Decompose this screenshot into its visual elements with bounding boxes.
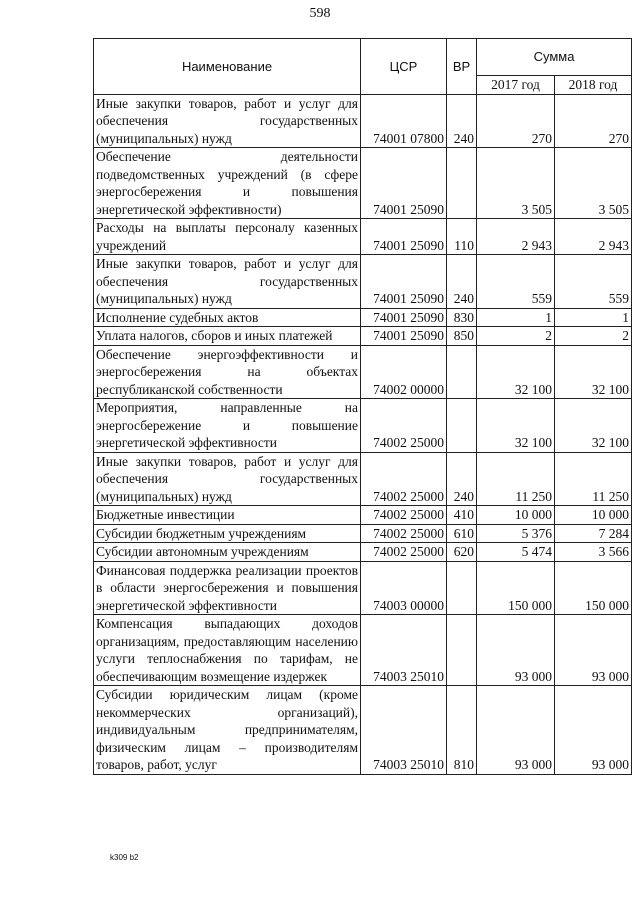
row-name: Субсидии бюджетным учреждениям xyxy=(94,524,361,543)
row-vr xyxy=(447,561,477,615)
header-name: Наименование xyxy=(94,39,361,95)
table-row xyxy=(94,219,632,255)
header-year-2017: 2017 год xyxy=(477,76,555,95)
row-sum-2017: 5 474 xyxy=(477,543,555,562)
row-vr xyxy=(447,148,477,219)
table-row xyxy=(94,94,632,148)
row-sum-2017: 11 250 xyxy=(477,452,555,506)
row-vr: 240 xyxy=(447,94,477,148)
row-vr: 850 xyxy=(447,327,477,346)
row-vr xyxy=(447,345,477,399)
row-name: Бюджетные инвестиции xyxy=(94,506,361,525)
row-vr: 240 xyxy=(447,452,477,506)
row-name: Субсидии автономным учреждениям xyxy=(94,543,361,562)
row-csr: 74003 25010 xyxy=(361,615,447,686)
row-sum-2018: 2 xyxy=(555,327,632,346)
row-name: Иные закупки товаров, работ и услуг для обеспечения государственных (муниципальных) нужд xyxy=(94,452,361,506)
table-row xyxy=(94,524,632,543)
row-sum-2017: 93 000 xyxy=(477,615,555,686)
row-csr: 74001 25090 xyxy=(361,327,447,346)
row-sum-2017: 150 000 xyxy=(477,561,555,615)
footer-code: k309 b2 xyxy=(110,853,139,862)
row-csr: 74001 25090 xyxy=(361,255,447,309)
table-row xyxy=(94,308,632,327)
row-name: Компенсация выпадающих доходов организациям, предоставляющим населению услуги теплоснабжения по тарифам, не обеспечивающим возмещение издержек xyxy=(94,615,361,686)
row-sum-2017: 93 000 xyxy=(477,686,555,775)
row-name: Расходы на выплаты персоналу казенных учреждений xyxy=(94,219,361,255)
row-sum-2018: 3 566 xyxy=(555,543,632,562)
row-csr: 74002 25000 xyxy=(361,399,447,453)
row-csr: 74001 07800 xyxy=(361,94,447,148)
row-sum-2018: 559 xyxy=(555,255,632,309)
budget-table xyxy=(93,38,632,775)
row-sum-2017: 3 505 xyxy=(477,148,555,219)
table-row xyxy=(94,615,632,686)
row-vr: 240 xyxy=(447,255,477,309)
row-vr xyxy=(447,399,477,453)
table-row xyxy=(94,327,632,346)
row-vr: 830 xyxy=(447,308,477,327)
table-row xyxy=(94,686,632,775)
row-sum-2017: 32 100 xyxy=(477,399,555,453)
row-sum-2018: 93 000 xyxy=(555,615,632,686)
row-name: Уплата налогов, сборов и иных платежей xyxy=(94,327,361,346)
page-number: 598 xyxy=(309,6,331,21)
row-vr xyxy=(447,615,477,686)
row-vr: 810 xyxy=(447,686,477,775)
row-sum-2018: 11 250 xyxy=(555,452,632,506)
table-row xyxy=(94,543,632,562)
table-row xyxy=(94,452,632,506)
header-year-2018: 2018 год xyxy=(555,76,632,95)
row-name: Исполнение судебных актов xyxy=(94,308,361,327)
row-vr: 620 xyxy=(447,543,477,562)
row-name: Иные закупки товаров, работ и услуг для обеспечения государственных (муниципальных) нужд xyxy=(94,94,361,148)
row-sum-2017: 2 xyxy=(477,327,555,346)
row-sum-2017: 559 xyxy=(477,255,555,309)
header-csr: ЦСР xyxy=(361,39,447,95)
table-row xyxy=(94,148,632,219)
row-csr: 74002 25000 xyxy=(361,543,447,562)
table-row xyxy=(94,345,632,399)
row-sum-2018: 93 000 xyxy=(555,686,632,775)
row-sum-2018: 3 505 xyxy=(555,148,632,219)
row-name: Субсидии юридическим лицам (кроме некоммерческих организаций), индивидуальным предпринимателям, физическим лицам – производителям товаров, работ, услуг xyxy=(94,686,361,775)
row-sum-2018: 2 943 xyxy=(555,219,632,255)
table-row xyxy=(94,506,632,525)
header-vr: ВР xyxy=(447,39,477,95)
row-sum-2017: 270 xyxy=(477,94,555,148)
row-csr: 74001 25090 xyxy=(361,219,447,255)
row-name: Иные закупки товаров, работ и услуг для обеспечения государственных (муниципальных) нужд xyxy=(94,255,361,309)
row-sum-2017: 2 943 xyxy=(477,219,555,255)
row-csr: 74001 25090 xyxy=(361,148,447,219)
row-csr: 74003 25010 xyxy=(361,686,447,775)
row-vr: 610 xyxy=(447,524,477,543)
row-sum-2018: 270 xyxy=(555,94,632,148)
row-csr: 74002 25000 xyxy=(361,524,447,543)
row-csr: 74002 25000 xyxy=(361,452,447,506)
row-csr: 74003 00000 xyxy=(361,561,447,615)
header-sum: Сумма xyxy=(477,39,632,76)
row-sum-2018: 10 000 xyxy=(555,506,632,525)
row-sum-2018: 7 284 xyxy=(555,524,632,543)
row-name: Обеспечение деятельности подведомственных учреждений (в сфере энергосбережения и повышения энергетической эффективности) xyxy=(94,148,361,219)
row-csr: 74002 25000 xyxy=(361,506,447,525)
row-sum-2018: 1 xyxy=(555,308,632,327)
row-name: Обеспечение энергоэффективности и энергосбережения на объектах республиканской собственности xyxy=(94,345,361,399)
row-vr: 110 xyxy=(447,219,477,255)
table-row xyxy=(94,399,632,453)
row-name: Финансовая поддержка реализации проектов в области энергосбережения и повышения энергетической эффективности xyxy=(94,561,361,615)
row-sum-2018: 150 000 xyxy=(555,561,632,615)
row-vr: 410 xyxy=(447,506,477,525)
row-sum-2018: 32 100 xyxy=(555,399,632,453)
row-sum-2017: 10 000 xyxy=(477,506,555,525)
row-csr: 74002 00000 xyxy=(361,345,447,399)
row-sum-2018: 32 100 xyxy=(555,345,632,399)
table-row xyxy=(94,255,632,309)
row-name: Мероприятия, направленные на энергосбережение и повышение энергетической эффективности xyxy=(94,399,361,453)
row-sum-2017: 5 376 xyxy=(477,524,555,543)
table-row xyxy=(94,561,632,615)
row-csr: 74001 25090 xyxy=(361,308,447,327)
row-sum-2017: 1 xyxy=(477,308,555,327)
row-sum-2017: 32 100 xyxy=(477,345,555,399)
